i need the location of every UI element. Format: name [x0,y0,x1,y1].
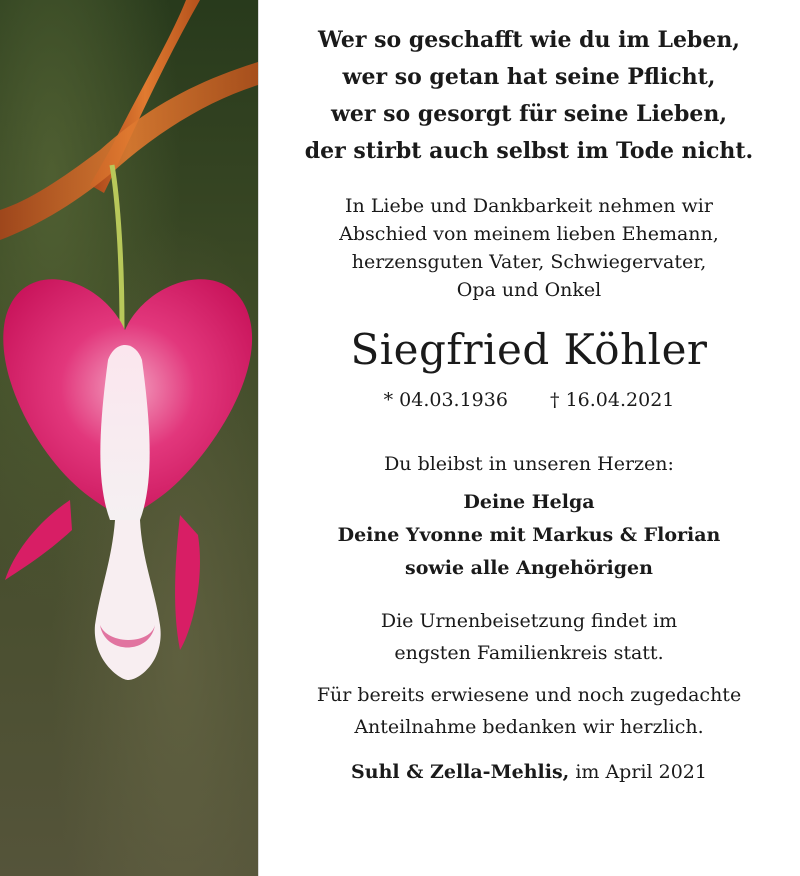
intro-line: Abschied von meinem lieben Ehemann, [339,223,719,245]
intro-line: In Liebe und Dankbarkeit nehmen wir [345,195,713,217]
thanks-line: Für bereits erwiesene und noch zugedachte [316,684,742,706]
burial-line: engsten Familienkreis statt. [394,642,664,664]
intro-text [284,192,774,304]
mourner-line: sowie alle Angehörigen [405,557,653,579]
birth-star-icon: * [383,389,394,411]
poem-line: Wer so geschafft wie du im Leben, [318,27,740,53]
thanks-text [284,679,774,743]
poem [284,22,774,170]
death-cross-icon: † [550,389,560,411]
burial-info [284,605,774,669]
mourners [284,486,774,585]
intro-line: herzensguten Vater, Schwiegervater, [351,251,707,273]
poem-line: wer so getan hat seine Pflicht, [342,64,716,90]
burial-line: Die Urnenbeisetzung findet im [380,610,678,632]
mourner-line: Deine Yvonne mit Markus & Florian [337,524,721,546]
remain-text: Du bleibst in unseren Herzen: [384,453,674,475]
mourner-line: Deine Helga [463,491,595,513]
life-dates [284,386,774,414]
poem-line: wer so gesorgt für seine Lieben, [330,101,728,127]
notice-text [284,0,774,787]
thanks-line: Anteilnahme bedanken wir herzlich. [354,716,704,738]
birth-date: 04.03.1936 [399,389,508,411]
notice-date: im April 2021 [575,761,707,783]
divider [258,0,259,876]
bleeding-heart-flower-image [0,0,258,876]
intro-line: Opa und Onkel [456,279,602,301]
death-date: 16.04.2021 [565,389,675,411]
deceased-name: Siegfried Köhler [350,325,708,374]
location: Suhl & Zella-Mehlis, [351,761,570,783]
place-and-date [284,757,774,787]
poem-line: der stirbt auch selbst im Tode nicht. [304,138,754,164]
